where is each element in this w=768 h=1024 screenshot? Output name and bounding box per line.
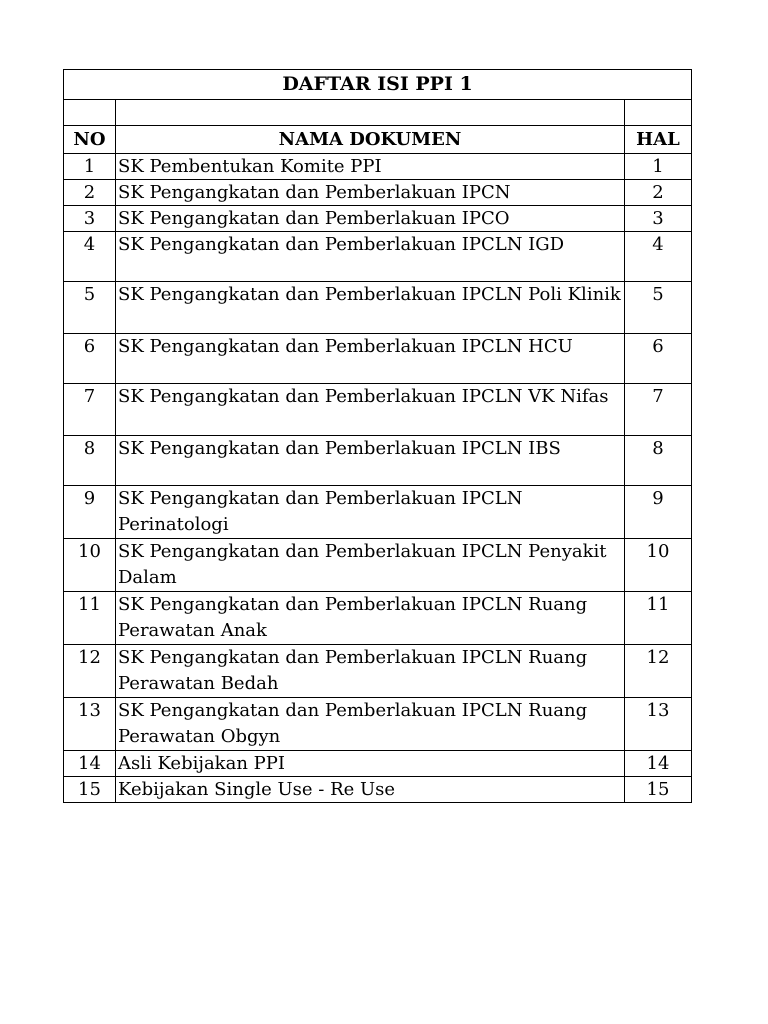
table-row bbox=[64, 592, 692, 645]
document-name: SK Pengangkatan dan Pemberlakuan IPCLN Ruang Perawatan Anak bbox=[116, 592, 625, 645]
table-row bbox=[64, 436, 692, 486]
document-name: SK Pengangkatan dan Pemberlakuan IPCLN IBS bbox=[116, 436, 625, 486]
table-row bbox=[64, 645, 692, 698]
page-number: 10 bbox=[625, 539, 692, 592]
document-name: SK Pengangkatan dan Pemberlakuan IPCO bbox=[116, 206, 625, 232]
table-row bbox=[64, 232, 692, 282]
page-number: 8 bbox=[625, 436, 692, 486]
document-name: Asli Kebijakan PPI bbox=[116, 751, 625, 777]
document-name: Kebijakan Single Use - Re Use bbox=[116, 777, 625, 803]
table-row bbox=[64, 698, 692, 751]
row-number: 11 bbox=[64, 592, 116, 645]
table-row bbox=[64, 206, 692, 232]
row-number: 4 bbox=[64, 232, 116, 282]
table-row bbox=[64, 154, 692, 180]
header-row bbox=[64, 126, 692, 154]
row-number: 5 bbox=[64, 282, 116, 334]
page-number: 12 bbox=[625, 645, 692, 698]
document-name: SK Pengangkatan dan Pemberlakuan IPCLN VK Nifas bbox=[116, 384, 625, 436]
table-row bbox=[64, 777, 692, 803]
document-name: SK Pengangkatan dan Pemberlakuan IPCLN Poli Klinik bbox=[116, 282, 625, 334]
page-number: 2 bbox=[625, 180, 692, 206]
spacer-row bbox=[64, 100, 692, 126]
page-number: 11 bbox=[625, 592, 692, 645]
row-number: 15 bbox=[64, 777, 116, 803]
row-number: 14 bbox=[64, 751, 116, 777]
header-document-name: NAMA DOKUMEN bbox=[116, 126, 625, 154]
document-name: SK Pengangkatan dan Pemberlakuan IPCLN Ruang Perawatan Bedah bbox=[116, 645, 625, 698]
document-name: SK Pengangkatan dan Pemberlakuan IPCLN Ruang Perawatan Obgyn bbox=[116, 698, 625, 751]
table-row bbox=[64, 384, 692, 436]
page-number: 13 bbox=[625, 698, 692, 751]
table-row bbox=[64, 334, 692, 384]
table-row bbox=[64, 282, 692, 334]
row-number: 6 bbox=[64, 334, 116, 384]
row-number: 1 bbox=[64, 154, 116, 180]
row-number: 12 bbox=[64, 645, 116, 698]
table-row bbox=[64, 751, 692, 777]
page-number: 3 bbox=[625, 206, 692, 232]
page-number: 14 bbox=[625, 751, 692, 777]
page-number: 4 bbox=[625, 232, 692, 282]
page-number: 7 bbox=[625, 384, 692, 436]
row-number: 2 bbox=[64, 180, 116, 206]
header-page: HAL bbox=[625, 126, 692, 154]
row-number: 9 bbox=[64, 486, 116, 539]
row-number: 7 bbox=[64, 384, 116, 436]
page-number: 1 bbox=[625, 154, 692, 180]
document-title: DAFTAR ISI PPI 1 bbox=[64, 70, 692, 100]
page-number: 6 bbox=[625, 334, 692, 384]
page-number: 9 bbox=[625, 486, 692, 539]
document-name: SK Pengangkatan dan Pemberlakuan IPCLN IGD bbox=[116, 232, 625, 282]
document-name: SK Pengangkatan dan Pemberlakuan IPCLN Penyakit Dalam bbox=[116, 539, 625, 592]
table-of-contents bbox=[63, 69, 692, 803]
document-name: SK Pengangkatan dan Pemberlakuan IPCLN Perinatologi bbox=[116, 486, 625, 539]
document-name: SK Pembentukan Komite PPI bbox=[116, 154, 625, 180]
document-name: SK Pengangkatan dan Pemberlakuan IPCN bbox=[116, 180, 625, 206]
row-number: 10 bbox=[64, 539, 116, 592]
page-number: 5 bbox=[625, 282, 692, 334]
table-row bbox=[64, 180, 692, 206]
table-row bbox=[64, 486, 692, 539]
table-row bbox=[64, 539, 692, 592]
row-number: 3 bbox=[64, 206, 116, 232]
document-name: SK Pengangkatan dan Pemberlakuan IPCLN HCU bbox=[116, 334, 625, 384]
row-number: 13 bbox=[64, 698, 116, 751]
header-no: NO bbox=[64, 126, 116, 154]
row-number: 8 bbox=[64, 436, 116, 486]
page-number: 15 bbox=[625, 777, 692, 803]
